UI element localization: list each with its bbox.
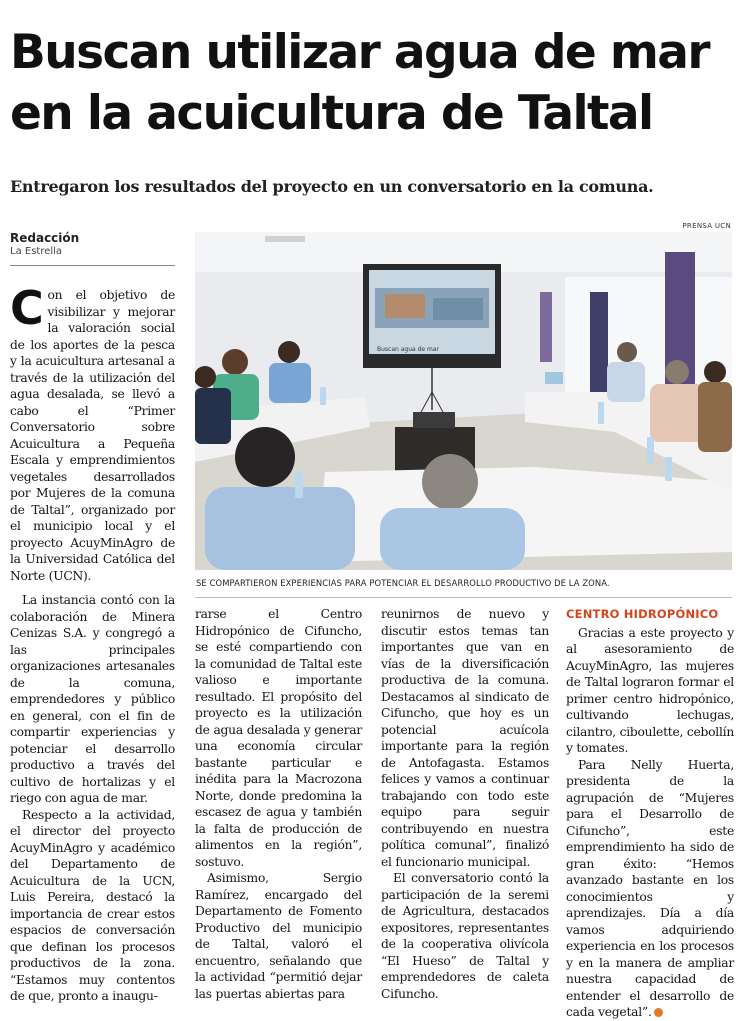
byline	[10, 231, 175, 257]
byline-divider	[10, 265, 175, 266]
section-heading: CENTRO HIDROPÓNICO	[566, 607, 719, 621]
paragraph: La instancia contó con la colaboración de Minera Cenizas S.A. y congregó a las principales organizaciones artesanales de la comuna, emprendedores y público en general, con el fin de compartir experiencias y potenciar el desarrollo productivo a través del cultivo de hortalizas y el riego con agua de mar.	[10, 593, 175, 805]
column-3	[381, 606, 549, 1002]
end-mark-icon	[654, 1008, 663, 1017]
byline-organization: La Estrella	[10, 246, 63, 257]
caption-divider	[195, 597, 732, 598]
headline	[10, 22, 735, 144]
article-photo	[195, 232, 732, 570]
paragraph: rarse el Centro Hidropónico de Cifuncho, se esté compartiendo con la comunidad de Taltal este valioso e importante resultado. El propósito del proyecto es la utilización de agua desalada y generar una economía circular bastante particular e inédita para la Macrozona Norte, donde predomina la escasez de agua y también la falta de producción de alimentos en la región”, sostuvo.	[195, 607, 362, 869]
slide-text: Buscan agua de mar	[377, 346, 439, 353]
column-1-top	[10, 281, 175, 584]
paragraph: Para Nelly Huerta, presidenta de la agrupación de “Mujeres para el Desarrollo de Cifuncho”, este emprendimiento ha sido de gran éxito: “Hemos avanzado bastante en los conocimientos y aprendizajes. Día a día vamos adquiriendo experiencia en los procesos y en la manera de ampliar nuestra capacidad de entender el desarrollo de cada vegetal”.	[566, 757, 734, 1019]
drop-cap: C	[10, 281, 44, 335]
paragraph: reunirnos de nuevo y discutir estos temas tan importantes que van en vías de la diversificación productiva de la comuna. Destacamos al sindicato de Cifuncho, que hoy es un potencial acuícola importante para la región de Antofagasta. Estamos felices y vamos a continuar trabajando con todo este equipo para seguir contribuyendo en nuestra política comunal”, finalizó el funcionario municipal.	[381, 607, 549, 869]
paragraph: Gracias a este proyecto y al asesoramiento de AcuyMinAgro, las mujeres de Taltal lograron formar el primer centro hidropónico, cultivando lechugas, cilantro, ciboulette, cebollín y tomates.	[566, 625, 734, 755]
paragraph-intro: on el objetivo de visibilizar y mejorar la valoración social de los aportes de la pesca y la acuicultura artesanal a través de la utilización del agua desalada, se llevó a cabo el “Primer Conversatorio sobre Acuicultura a Pequeña Escala y emprendimientos vegetales desarrollados por Mujeres de la comuna de Taltal”, organizado por el municipio local y el proyecto AcuyMinAgro de la Universidad Católica del Norte (UCN).	[10, 288, 175, 583]
byline-author: Redacción	[10, 231, 80, 245]
paragraph: El conversatorio contó la participación de la seremi de Agricultura, destacados expositores, representantes de la cooperativa olivícola “El Hueso” de Taltal y emprendedores de caleta Cifuncho.	[381, 871, 549, 1001]
photo-caption: SE COMPARTIERON EXPERIENCIAS PARA POTENCIAR EL DESARROLLO PRODUCTIVO DE LA ZONA.	[196, 578, 610, 588]
column-1-bottom	[10, 592, 175, 1005]
photo-credit: PRENSA UCN	[682, 222, 731, 230]
subheadline: Entregaron los resultados del proyecto en un conversatorio en la comuna.	[10, 177, 654, 196]
column-2	[195, 606, 362, 1002]
headline-line-1: Buscan utilizar agua de mar	[10, 25, 709, 80]
paragraph: Asimismo, Sergio Ramírez, encargado del Departamento de Fomento Productivo del municipio de Taltal, valoró el encuentro, señalando que la actividad “permitió dejar las puertas abiertas para	[195, 871, 362, 1001]
column-4	[566, 606, 734, 1021]
paragraph: Respecto a la actividad, el director del proyecto AcuyMinAgro y académico del Departamento de Acuicultura de la UCN, Luis Pereira, destacó la importancia de crear estos espacios de conversación que definan los procesos productivos de la zona. “Estamos muy contentos de que, pronto a inaugu-	[10, 807, 175, 1003]
headline-line-2: en la acuicultura de Taltal	[10, 86, 653, 141]
